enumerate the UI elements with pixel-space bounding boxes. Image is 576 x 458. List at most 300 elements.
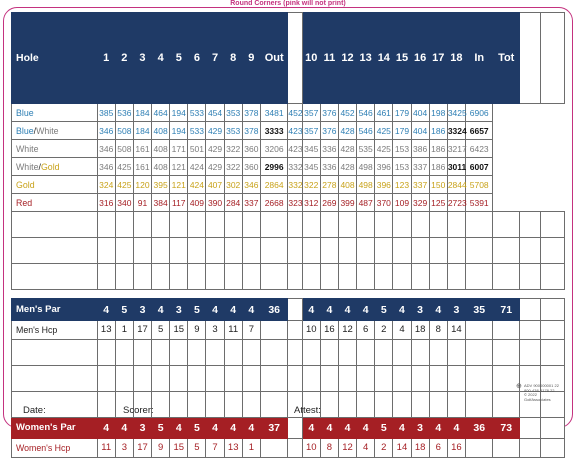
hcp-cell: 10	[302, 321, 320, 340]
yardage-cell: 278	[320, 176, 338, 194]
hcp-cell: 14	[447, 321, 465, 340]
score-entry-cell	[447, 212, 465, 238]
score-entry-cell	[375, 212, 393, 238]
score-entry-cell	[411, 238, 429, 264]
score-entry-cell	[375, 238, 393, 264]
out-total-cell: 2668	[260, 194, 288, 212]
score-entry-cell	[288, 366, 302, 392]
par-cell: 3	[133, 418, 151, 439]
score-entry-cell	[338, 212, 356, 238]
hcp-cell: 13	[97, 321, 115, 340]
yardage-cell: 423	[288, 140, 302, 158]
net-score-column: N E T S C O R E	[541, 13, 565, 104]
hcp-label: Men's Hcp	[12, 321, 98, 340]
yardage-cell: 322	[224, 158, 242, 176]
yardage-cell: 345	[302, 140, 320, 158]
yardage-cell: 91	[133, 194, 151, 212]
yardage-cell: 171	[170, 140, 188, 158]
hcp-cell: 17	[133, 439, 151, 458]
score-entry-cell	[429, 212, 447, 238]
score-entry-cell	[242, 264, 260, 290]
yardage-cell: 109	[393, 194, 411, 212]
par-cell: 4	[242, 418, 260, 439]
yardage-cell: 179	[393, 104, 411, 122]
score-entry-cell	[188, 340, 206, 366]
par-cell: 4	[97, 299, 115, 321]
yardage-cell: 302	[224, 176, 242, 194]
tee-name: Red	[12, 194, 98, 212]
hole-number: 18	[447, 13, 465, 104]
yardage-cell: 404	[411, 122, 429, 140]
tee-name-slash: /	[33, 125, 37, 136]
yardage-cell: 153	[393, 140, 411, 158]
par-cell: 4	[115, 418, 133, 439]
score-entry-cell	[357, 366, 375, 392]
cert-line: 800-438-8178 22	[524, 387, 555, 393]
hole-number: 14	[375, 13, 393, 104]
hole-number: 4	[152, 13, 170, 104]
yardage-cell: 340	[115, 194, 133, 212]
yardage-cell: 322	[224, 140, 242, 158]
yardage-cell: 535	[357, 140, 375, 158]
yardage-cell: 125	[429, 194, 447, 212]
hcp-cell: 14	[393, 439, 411, 458]
score-entry-cell	[288, 340, 302, 366]
hole-number: 15	[393, 13, 411, 104]
yardage-cell: 376	[320, 122, 338, 140]
player-score-row	[12, 264, 565, 290]
score-entry-cell	[338, 340, 356, 366]
yardage-cell: 345	[302, 158, 320, 176]
hole-number: 6	[188, 13, 206, 104]
hcp-cell: 5	[152, 321, 170, 340]
par-cell: 4	[320, 418, 338, 439]
hcp-cell: 16	[447, 439, 465, 458]
par-cell: 4	[242, 299, 260, 321]
yardage-cell: 452	[288, 104, 302, 122]
yardage-cell: 186	[429, 158, 447, 176]
score-entry-cell	[224, 340, 242, 366]
yardage-cell: 150	[429, 176, 447, 194]
par-cell: 5	[115, 299, 133, 321]
yardage-cell: 390	[206, 194, 224, 212]
score-entry-cell	[465, 340, 493, 366]
score-entry-cell	[188, 238, 206, 264]
hole-number: 5	[170, 13, 188, 104]
yardage-cell: 323	[288, 194, 302, 212]
par-in-cell: 36	[465, 418, 493, 439]
par-cell: 5	[375, 418, 393, 439]
yardage-cell: 123	[393, 176, 411, 194]
par-in-cell: 35	[465, 299, 493, 321]
tee-name: Gold	[12, 176, 98, 194]
par-cell: 4	[152, 299, 170, 321]
yardage-cell: 425	[115, 158, 133, 176]
yardage-cell: 396	[375, 176, 393, 194]
score-entry-cell	[357, 212, 375, 238]
score-entry-cell	[302, 212, 320, 238]
tee-row	[12, 104, 565, 122]
tee-name-part: White	[36, 125, 59, 136]
score-entry-cell	[12, 212, 98, 238]
hcp-blank	[519, 321, 540, 340]
score-entry-cell	[133, 238, 151, 264]
score-entry-cell	[393, 340, 411, 366]
yardage-cell: 508	[115, 140, 133, 158]
score-entry-cell	[133, 264, 151, 290]
yardage-cell: 428	[338, 122, 356, 140]
par-cell: 5	[188, 299, 206, 321]
yardage-cell: 186	[429, 122, 447, 140]
yardage-cell: 332	[288, 158, 302, 176]
yardage-cell: 269	[320, 194, 338, 212]
tee-name: Blue	[12, 104, 98, 122]
yardage-cell: 408	[152, 158, 170, 176]
score-entry-cell	[519, 264, 540, 290]
par-cell: 5	[152, 418, 170, 439]
par-out-cell: 37	[260, 418, 288, 439]
score-entry-cell	[393, 238, 411, 264]
yardage-cell: 454	[206, 104, 224, 122]
in-total-cell: 2723	[447, 194, 465, 212]
hcp-cell: 8	[320, 439, 338, 458]
par-cell: 4	[338, 299, 356, 321]
scorer-label: Scorer:	[123, 405, 154, 416]
par-cell: 4	[393, 418, 411, 439]
hcp-cell: 3	[115, 439, 133, 458]
par-cell: 4	[357, 418, 375, 439]
player-score-row	[12, 340, 565, 366]
yardage-cell: 332	[288, 176, 302, 194]
score-entry-cell	[447, 264, 465, 290]
score-entry-cell	[375, 264, 393, 290]
score-entry-cell	[133, 366, 151, 392]
score-entry-cell	[133, 212, 151, 238]
yardage-cell: 428	[338, 140, 356, 158]
par-cell: 4	[206, 299, 224, 321]
yardage-cell: 284	[224, 194, 242, 212]
score-entry-cell	[393, 264, 411, 290]
score-entry-cell	[320, 238, 338, 264]
score-entry-cell	[115, 366, 133, 392]
score-entry-cell	[260, 366, 288, 392]
initial-column: I N I T I A L	[288, 13, 302, 104]
score-entry-cell	[115, 340, 133, 366]
par-cell: 4	[302, 299, 320, 321]
out-total-cell: 3481	[260, 104, 288, 122]
score-entry-cell	[170, 340, 188, 366]
tot-total-cell: 6007	[465, 158, 493, 176]
score-entry-cell	[260, 238, 288, 264]
mens-par-row	[12, 299, 565, 321]
score-entry-cell	[97, 238, 115, 264]
yardage-cell: 408	[338, 176, 356, 194]
hcp-cell: 3	[206, 321, 224, 340]
score-entry-cell	[224, 366, 242, 392]
handicap-blank	[519, 299, 540, 321]
hcp-cell: 4	[357, 439, 375, 458]
score-entry-cell	[206, 340, 224, 366]
hcp-cell: 9	[188, 321, 206, 340]
yardage-cell: 329	[411, 194, 429, 212]
score-entry-cell	[152, 340, 170, 366]
yardage-cell: 452	[338, 104, 356, 122]
player-score-row	[12, 212, 565, 238]
score-entry-cell	[97, 340, 115, 366]
par-cell: 3	[411, 418, 429, 439]
score-entry-cell	[152, 212, 170, 238]
score-entry-cell	[242, 366, 260, 392]
yardage-cell: 360	[242, 140, 260, 158]
hcp-blank	[465, 321, 493, 340]
hole-number: 16	[411, 13, 429, 104]
yardage-cell: 546	[357, 104, 375, 122]
hcp-cell: 11	[224, 321, 242, 340]
hcp-cell: 17	[133, 321, 151, 340]
score-entry-cell	[115, 238, 133, 264]
initial-blank	[288, 439, 302, 458]
yardage-cell: 498	[357, 176, 375, 194]
yardage-cell: 316	[97, 194, 115, 212]
hole-row	[12, 13, 565, 104]
score-entry-cell	[541, 264, 565, 290]
initial-blank	[288, 299, 302, 321]
hcp-cell: 2	[375, 439, 393, 458]
par-cell: 4	[320, 299, 338, 321]
tee-name	[12, 122, 98, 140]
initial-blank	[288, 321, 302, 340]
score-entry-cell	[493, 238, 520, 264]
hole-number: 2	[115, 13, 133, 104]
score-entry-cell	[288, 264, 302, 290]
yardage-cell: 194	[170, 104, 188, 122]
hcp-cell: 5	[188, 439, 206, 458]
par-cell: 4	[338, 418, 356, 439]
score-entry-cell	[493, 264, 520, 290]
score-entry-cell	[447, 340, 465, 366]
yardage-cell: 346	[242, 176, 260, 194]
yardage-cell: 120	[133, 176, 151, 194]
score-entry-cell	[320, 212, 338, 238]
hcp-out-blank	[260, 439, 288, 458]
yardage-cell: 117	[170, 194, 188, 212]
par-cell: 4	[224, 418, 242, 439]
tot-header: Tot	[493, 13, 520, 104]
yardage-cell: 508	[115, 122, 133, 140]
par-cell: 3	[170, 299, 188, 321]
score-entry-cell	[260, 212, 288, 238]
yardage-cell: 429	[206, 140, 224, 158]
yardage-cell: 346	[97, 140, 115, 158]
par-cell: 4	[302, 418, 320, 439]
yardage-cell: 184	[133, 122, 151, 140]
score-entry-cell	[170, 264, 188, 290]
score-entry-cell	[170, 366, 188, 392]
par-cell: 3	[133, 299, 151, 321]
score-entry-cell	[170, 238, 188, 264]
score-entry-cell	[288, 212, 302, 238]
yardage-cell: 198	[429, 104, 447, 122]
hcp-cell: 7	[242, 321, 260, 340]
yardage-cell: 407	[206, 176, 224, 194]
score-entry-cell	[224, 264, 242, 290]
hcp-blank	[493, 439, 520, 458]
hcp-cell: 18	[411, 321, 429, 340]
scorecard-table	[11, 12, 565, 458]
player-score-row	[12, 366, 565, 392]
yardage-cell: 357	[302, 104, 320, 122]
par-cell: 4	[447, 418, 465, 439]
in-total-cell: 3425	[447, 104, 465, 122]
par-cell: 5	[375, 299, 393, 321]
score-entry-cell	[152, 264, 170, 290]
hcp-cell: 11	[97, 439, 115, 458]
womens-hcp-row	[12, 439, 565, 458]
score-entry-cell	[465, 264, 493, 290]
score-entry-cell	[393, 212, 411, 238]
yardage-cell: 536	[115, 104, 133, 122]
par-cell: 4	[429, 418, 447, 439]
hcp-cell: 6	[357, 321, 375, 340]
hcp-cell: 12	[338, 439, 356, 458]
yardage-cell: 408	[152, 140, 170, 158]
hole-number: 12	[338, 13, 356, 104]
yardage-cell: 498	[357, 158, 375, 176]
score-entry-cell	[447, 366, 465, 392]
score-entry-cell	[411, 366, 429, 392]
tee-name: White	[12, 140, 98, 158]
hcp-out-blank	[260, 321, 288, 340]
yardage-cell: 429	[206, 122, 224, 140]
score-entry-cell	[493, 212, 520, 238]
yardage-cell: 487	[357, 194, 375, 212]
yardage-cell: 378	[242, 122, 260, 140]
hole-number: 10	[302, 13, 320, 104]
score-entry-cell	[541, 238, 565, 264]
score-entry-cell	[357, 340, 375, 366]
hcp-cell: 8	[429, 321, 447, 340]
hole-number: 9	[242, 13, 260, 104]
yardage-cell: 461	[375, 104, 393, 122]
out-total-cell: 2996	[260, 158, 288, 176]
hcp-blank	[541, 439, 565, 458]
score-entry-cell	[338, 366, 356, 392]
score-entry-cell	[224, 238, 242, 264]
hcp-cell: 7	[206, 439, 224, 458]
score-entry-cell	[97, 212, 115, 238]
score-entry-cell	[115, 212, 133, 238]
hcp-cell: 18	[411, 439, 429, 458]
yardage-cell: 360	[242, 158, 260, 176]
score-entry-cell	[12, 238, 98, 264]
yardage-cell: 153	[393, 158, 411, 176]
yardage-cell: 346	[97, 122, 115, 140]
hcp-cell: 13	[224, 439, 242, 458]
score-entry-cell	[242, 212, 260, 238]
in-total-cell: 2844	[447, 176, 465, 194]
in-total-cell: 3324	[447, 122, 465, 140]
score-entry-cell	[519, 340, 540, 366]
handicap-column: H A N D I C A P	[519, 13, 540, 104]
hole-number: 7	[206, 13, 224, 104]
date-label: Date:	[23, 405, 46, 416]
yardage-cell: 121	[170, 176, 188, 194]
hcp-cell: 6	[429, 439, 447, 458]
score-entry-cell	[170, 212, 188, 238]
score-entry-cell	[188, 264, 206, 290]
tee-row	[12, 176, 565, 194]
yardage-cell: 464	[152, 104, 170, 122]
yardage-cell: 425	[115, 176, 133, 194]
yardage-cell: 184	[133, 104, 151, 122]
score-entry-cell	[429, 340, 447, 366]
score-entry-cell	[133, 340, 151, 366]
hcp-blank	[465, 439, 493, 458]
score-entry-cell	[152, 366, 170, 392]
yardage-cell: 370	[375, 194, 393, 212]
par-cell: 4	[97, 418, 115, 439]
yardage-cell: 546	[357, 122, 375, 140]
score-entry-cell	[493, 340, 520, 366]
yardage-cell: 378	[242, 104, 260, 122]
yardage-cell: 161	[133, 140, 151, 158]
score-entry-cell	[302, 238, 320, 264]
tee-name-part: Blue	[16, 125, 34, 136]
hcp-cell: 2	[375, 321, 393, 340]
tee-name-part: Gold	[40, 161, 60, 172]
tee-row	[12, 122, 565, 140]
par-cell: 4	[206, 418, 224, 439]
yardage-cell: 312	[302, 194, 320, 212]
par-tot-cell: 73	[493, 418, 520, 439]
out-header: Out	[260, 13, 288, 104]
hole-label: Hole	[12, 13, 98, 104]
in-header: In	[465, 13, 493, 104]
score-entry-cell	[206, 212, 224, 238]
printer-mark	[516, 383, 564, 402]
score-entry-cell	[242, 238, 260, 264]
yardage-cell: 346	[97, 158, 115, 176]
score-entry-cell	[320, 366, 338, 392]
player-score-row	[12, 238, 565, 264]
gap-cell	[12, 290, 565, 299]
yardage-cell: 337	[242, 194, 260, 212]
score-entry-cell	[465, 238, 493, 264]
score-entry-cell	[429, 264, 447, 290]
score-entry-cell	[12, 366, 98, 392]
yardage-cell: 395	[152, 176, 170, 194]
score-entry-cell	[465, 212, 493, 238]
score-entry-cell	[429, 238, 447, 264]
yardage-cell: 384	[152, 194, 170, 212]
score-entry-cell	[206, 366, 224, 392]
score-entry-cell	[375, 366, 393, 392]
hcp-cell: 16	[320, 321, 338, 340]
yardage-cell: 408	[152, 122, 170, 140]
score-entry-cell	[115, 264, 133, 290]
par-cell: 4	[170, 418, 188, 439]
score-entry-cell	[447, 238, 465, 264]
printer-logo-icon: ⊕	[516, 383, 522, 390]
tot-total-cell: 6657	[465, 122, 493, 140]
net-blank	[541, 299, 565, 321]
score-entry-cell	[357, 238, 375, 264]
tee-row	[12, 158, 565, 176]
par-cell: 5	[188, 418, 206, 439]
print-note: Round Corners (pink will not print)	[230, 0, 346, 7]
yardage-cell: 404	[411, 104, 429, 122]
par-cell: 4	[393, 299, 411, 321]
